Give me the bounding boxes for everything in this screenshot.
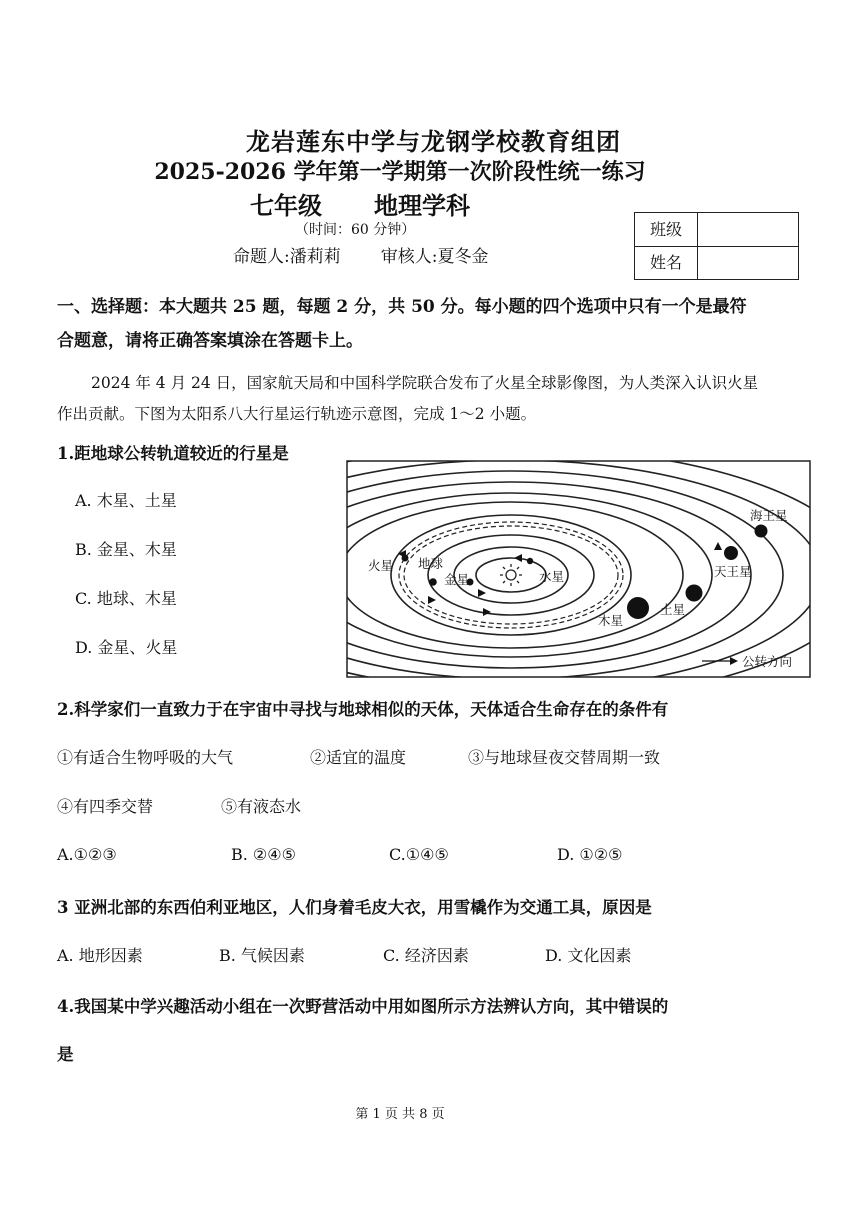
earth-dot [429, 578, 437, 586]
question-1-option-a[interactable]: A. 木星、土星 [75, 491, 177, 510]
question-3-option-a[interactable]: A. 地形因素 [57, 946, 143, 965]
saturn-label: 土星 [660, 602, 686, 617]
question-3-option-c[interactable]: C. 经济因素 [383, 946, 469, 965]
question-3-option-d[interactable]: D. 文化因素 [545, 946, 632, 965]
question-4-stem: 4.我国某中学兴趣活动小组在一次野营活动中用如图所示方法辨认方向，其中错误的 [57, 997, 669, 1016]
page-footer: 第 1 页 共 8 页 [355, 1107, 445, 1122]
question-2-option-b[interactable]: B. ②④⑤ [231, 845, 296, 864]
class-label: 班级 [635, 213, 698, 246]
author: 命题人:潘莉莉 [233, 247, 341, 267]
earth-label: 地球 [418, 556, 444, 571]
school-title: 龙岩莲东中学与龙钢学校教育组团 [246, 127, 621, 156]
authors [233, 242, 488, 267]
jupiter-label: 木星 [598, 613, 624, 628]
class-row [635, 213, 798, 247]
class-field[interactable] [698, 213, 798, 246]
legend-label: 公转方向 [742, 654, 793, 669]
mercury-dot [527, 558, 533, 564]
name-label: 姓名 [635, 246, 698, 279]
neptune-label: 海王星 [750, 508, 788, 523]
question-1-stem: 1.距地球公转轨道较近的行星是 [57, 444, 289, 463]
question-2-option-c[interactable]: C.①④⑤ [389, 845, 449, 864]
question-2-option-a[interactable]: A.①②③ [57, 845, 117, 864]
question-4-stem-cont: 是 [57, 1045, 74, 1064]
question-2-condition-5: ⑤有液态水 [221, 797, 302, 816]
question-2-condition-1: ①有适合生物呼吸的大气 [57, 748, 234, 767]
question-2-condition-2: ②适宜的温度 [310, 748, 407, 767]
section-title: 一、选择题：本大题共 25 题，每题 2 分，共 50 分。每小题的四个选项中只有一个是最符合题意，请将正确答案填涂在答题卡上。 [57, 297, 747, 351]
exam-title: 2025-2026 学年第一学期第一次阶段性统一练习 [154, 159, 646, 185]
subject: 地理学科 [374, 191, 470, 220]
name-field[interactable] [698, 246, 798, 279]
uranus-dot [724, 546, 738, 560]
venus-label: 金星 [444, 572, 470, 587]
mars-label: 火星 [368, 558, 394, 573]
intro-paragraph: 2024 年 4 月 24 日，国家航天局和中国科学院联合发布了火星全球影像图，为人类深入认识火星作出贡献。下图为太阳系八大行星运行轨迹示意图，完成 1～2 小题。 [57, 374, 759, 423]
grade-subject [250, 186, 470, 221]
question-2-condition-4: ④有四季交替 [57, 797, 154, 816]
jupiter-dot [627, 597, 649, 619]
question-2-stem: 2.科学家们一直致力于在宇宙中寻找与地球相似的天体，天体适合生命存在的条件有 [57, 700, 669, 719]
student-info-box [634, 212, 799, 280]
uranus-label: 天王星 [714, 564, 752, 579]
question-3-stem: 3 亚洲北部的东西伯利亚地区，人们身着毛皮大衣，用雪橇作为交通工具，原因是 [57, 898, 652, 917]
name-row [635, 246, 798, 279]
grade: 七年级 [250, 191, 322, 220]
neptune-dot [755, 525, 768, 538]
question-2-option-d[interactable]: D. ①②⑤ [557, 845, 623, 864]
question-1-option-b[interactable]: B. 金星、木星 [75, 540, 177, 559]
question-2-condition-3: ③与地球昼夜交替周期一致 [468, 748, 661, 767]
question-3-option-b[interactable]: B. 气候因素 [219, 946, 305, 965]
saturn-dot [686, 585, 703, 602]
reviewer: 审核人:夏冬金 [380, 247, 489, 267]
question-1-option-d[interactable]: D. 金星、火星 [75, 638, 178, 657]
exam-time: （时间：60 分钟） [295, 222, 416, 238]
question-1-option-c[interactable]: C. 地球、木星 [75, 589, 177, 608]
solar-system-diagram [346, 460, 811, 678]
mercury-label: 水星 [539, 569, 565, 584]
